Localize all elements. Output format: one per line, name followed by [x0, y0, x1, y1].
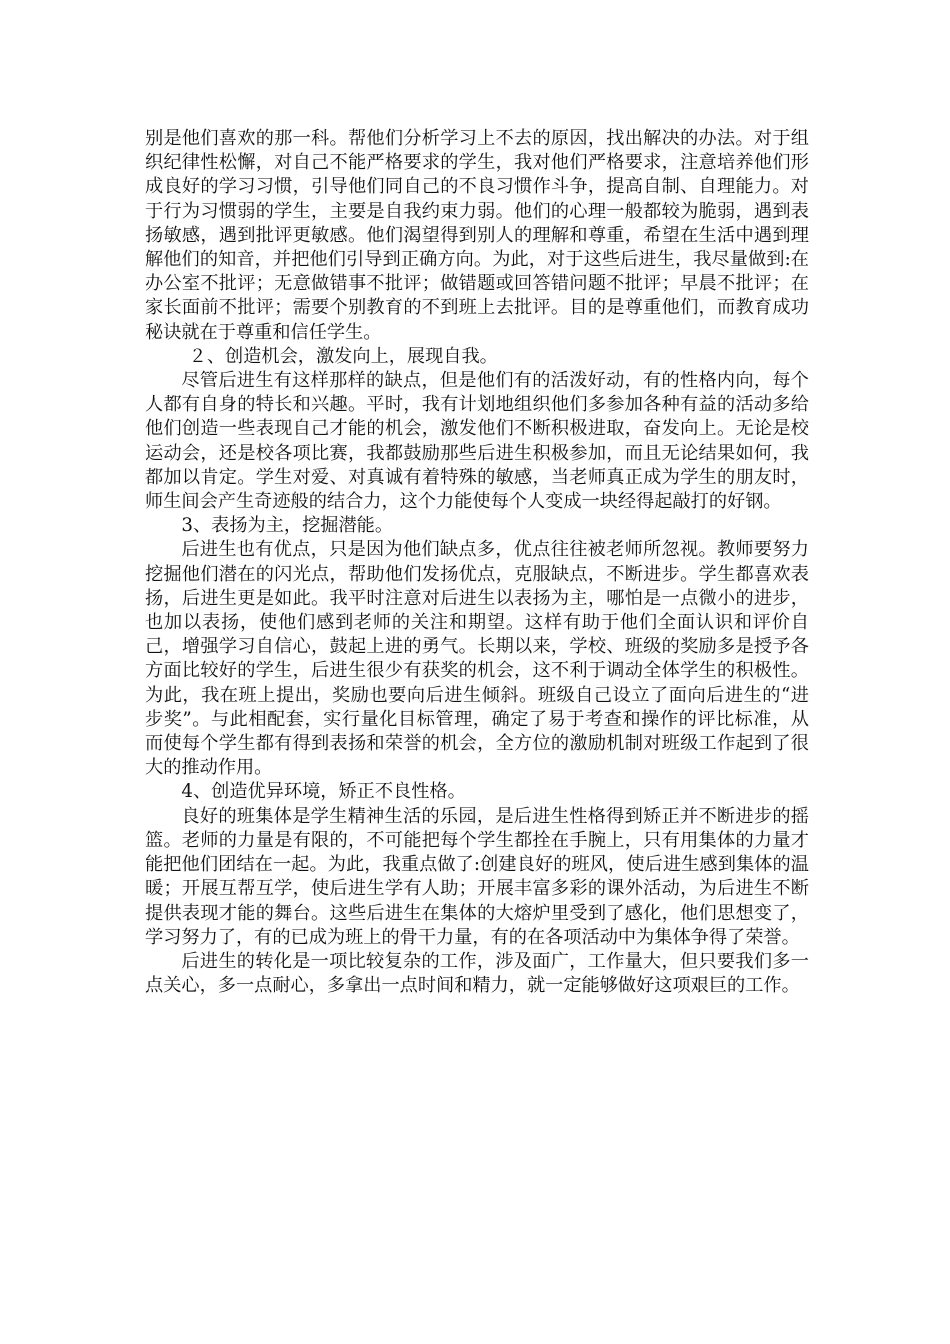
section-heading-4: 4、创造优异环境，矫正不良性格。 — [181, 781, 466, 803]
paragraph-create-opportunities: 尽管后进生有这样那样的缺点，但是他们有的活泼好动，有的性格内向，每个人都有自身的特长和兴趣。平时，我有计划地组织他们多参加各种有益的活动多给他们创造一些表现自己才能的机会，激发他们不断积极进取，奋发向上。无论是校运动会，还是校各项比赛，我都鼓励那些后进生积极参加，而且无论结果如何，我都加以肯定。学生对爱、对真诚有着特殊的敏感，当老师真正成为学生的朋友时，师生间会产生奇迹般的结合力，这个力能使每个人变成一块经得起敲打的好钢。 — [145, 370, 809, 513]
paragraph-conclusion: 后进生的转化是一项比较复杂的工作，涉及面广，工作量大，但只要我们多一点关心，多一点耐心，多拿出一点时间和精力，就一定能够做好这项艰巨的工作。 — [145, 950, 809, 997]
paragraph-continuation: 别是他们喜欢的那一科。帮他们分析学习上不去的原因，找出解决的办法。对于组织纪律性松懈，对自己不能严格要求的学生，我对他们严格要求，注意培养他们形成良好的学习习惯，引导他们同自己的不良习惯作斗争，提高自制、自理能力。对于行为习惯弱的学生，主要是自我约束力弱。他们的心理一般都较为脆弱，遇到表扬敏感，遇到批评更敏感。他们渴望得到别人的理解和尊重，希望在生活中遇到理解他们的知音，并把他们引导到正确方向。为此，对于这些后进生，我尽量做到:在办公室不批评；无意做错事不批评；做错题或回答错问题不批评；早晨不批评；在家长面前不批评；需要个别教育的不到班上去批评。目的是尊重他们，而教育成功秘诀就在于尊重和信任学生。 — [145, 128, 809, 343]
section-heading-3: 3、表扬为主，挖掘潜能。 — [181, 515, 394, 537]
paragraph-environment: 良好的班集体是学生精神生活的乐园，是后进生性格得到矫正并不断进步的摇篮。老师的力量是有限的，不可能把每个学生都拴在手腕上，只有用集体的力量才能把他们团结在一起。为此，我重点做了:创建良好的班风，使后进生感到集体的温暖；开展互帮互学，使后进生学有人助；开展丰富多彩的课外活动，为后进生不断提供表现才能的舞台。这些后进生在集体的大熔炉里受到了感化，他们思想变了，学习努力了，有的已成为班上的骨干力量，有的在各项活动中为集体争得了荣誉。 — [145, 805, 809, 948]
paragraph-praise: 后进生也有优点，只是因为他们缺点多，优点往往被老师所忽视。教师要努力挖掘他们潜在的闪光点，帮助他们发扬优点，克服缺点，不断进步。学生都喜欢表扬，后进生更是如此。我平时注意对后进生以表扬为主，哪怕是一点微小的进步，也加以表扬，使他们感到老师的关注和期望。这样有助于他们全面认识和评价自己，增强学习自信心，鼓起上进的勇气。长期以来，学校、班级的奖励多是授予各方面比较好的学生，后进生很少有获奖的机会，这不利于调动全体学生的积极性。为此，我在班上提出，奖励也要向后进生倾斜。班级自己设立了面向后进生的“进步奖”。与此相配套，实行量化目标管理，确定了易于考查和操作的评比标准，从而使每个学生都有得到表扬和荣誉的机会，全方位的激励机制对班级工作起到了很大的推动作用。 — [145, 539, 809, 779]
section-heading-2: ２、创造机会，激发向上，展现自我。 — [188, 345, 498, 367]
document-body — [145, 127, 809, 998]
